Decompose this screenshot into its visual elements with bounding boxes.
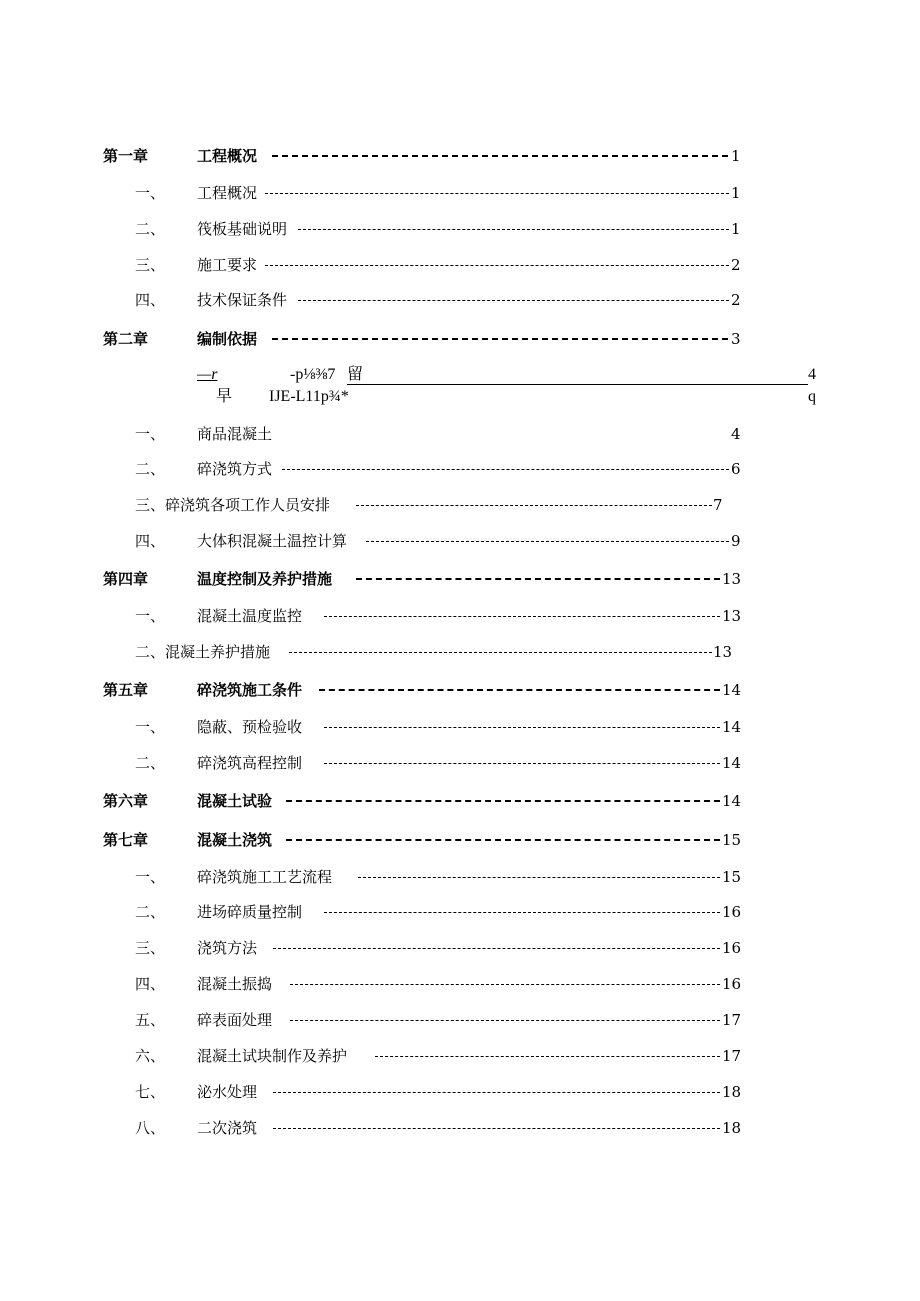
toc-entry-page: 14 [722,754,742,772]
toc-entry-number: 第一章 [103,147,149,165]
toc-leader [324,616,720,617]
toc-entry-number: 四、 [135,975,166,993]
toc-entry-page: 9 [731,532,741,550]
toc-leader [356,505,712,506]
toc-leader [290,1020,720,1021]
toc-entry-title: 二次浇筑 [197,1119,258,1137]
toc-entry-number: 一、 [135,184,166,202]
toc-entry-page: 3 [731,330,741,348]
toc-entry-number: 第六章 [103,792,149,810]
toc-leader [273,1092,720,1093]
toc-entry-title: 碎浇筑高程控制 [197,754,303,772]
toc-leader [298,229,729,230]
toc-leader [298,300,729,301]
toc-entry-number: 二、 [135,903,166,921]
toc-entry-title: 碎浇筑施工条件 [197,681,303,699]
toc-leader [324,912,720,913]
toc-entry-page: 15 [722,831,742,849]
toc-entry-number: 五、 [135,1011,166,1029]
toc-entry-number: 三、 [135,256,166,274]
toc-entry-page: 18 [722,1083,742,1101]
toc-entry-page: 2 [731,291,741,309]
toc-entry-title: 泌水处理 [197,1083,258,1101]
toc-entry-page: 17 [722,1011,742,1029]
toc-entry-title: 浇筑方法 [197,939,258,957]
toc-entry-title: 隐蔽、预检验收 [197,718,303,736]
toc-entry-page: 1 [731,147,741,165]
toc-entry-page: 6 [731,460,741,478]
toc-leader [265,265,729,266]
toc-entry-title: 混凝土振捣 [197,975,273,993]
toc-entry-number: 第二章 [103,330,149,348]
toc-entry-number: 一、 [135,607,166,625]
toc-entry-number: 一、 [135,718,166,736]
toc-entry-title: 工程概况 [197,184,258,202]
toc-entry-page: 14 [722,718,742,736]
toc-leader [273,1128,720,1129]
toc-entry-number: 三、 [135,939,166,957]
toc-entry-number: 六、 [135,1047,166,1065]
toc-entry-page: 1 [731,220,741,238]
toc-entry-number: 二、 [135,220,166,238]
toc-entry-number: 七、 [135,1083,166,1101]
toc-entry-page: 1 [731,184,741,202]
toc-entry-page: 16 [722,975,742,993]
garbled-page: q [808,388,816,405]
toc-entry-page: 17 [722,1047,742,1065]
toc-entry-title: 进场碎质量控制 [197,903,303,921]
toc-leader [282,469,729,470]
toc-leader [319,689,720,691]
garbled-text: 早 [216,388,233,405]
toc-leader [290,984,720,985]
toc-leader [272,155,728,157]
toc-entry-page: 16 [722,903,742,921]
toc-leader [273,948,720,949]
toc-entry-number: 四、 [135,291,166,309]
toc-entry-page: 18 [722,1119,742,1137]
toc-entry-title: 筏板基础说明 [197,220,288,238]
toc-entry-number: 二、 [135,460,166,478]
toc-entry-number: 四、 [135,532,166,550]
underline-rule [347,384,808,385]
toc-entry-title: 工程概况 [197,147,258,165]
toc-entry-page: 14 [722,792,742,810]
toc-leader [324,727,720,728]
toc-leader [375,1056,720,1057]
toc-entry-title: 施工要求 [197,256,258,274]
toc-entry-number: 八、 [135,1119,166,1137]
toc-entry-page: 4 [731,425,741,443]
toc-entry-title: 碎浇筑施工工艺流程 [197,868,333,886]
toc-entry-title: 混凝土浇筑 [197,831,273,849]
toc-entry-page: 2 [731,256,741,274]
toc-entry-title: 技术保证条件 [197,291,288,309]
toc-entry-title: 二、混凝土养护措施 [135,643,271,661]
toc-entry-number: 第七章 [103,831,149,849]
toc-leader [272,338,728,340]
toc-entry-title: 编制依据 [197,330,258,348]
toc-entry-title: 三、碎浇筑各项工作人员安排 [135,496,331,514]
garbled-text: -p⅛⅜7 [290,366,336,383]
toc-entry-page: 13 [722,570,742,588]
toc-leader [356,578,720,580]
toc-entry-title: 混凝土试验 [197,792,273,810]
toc-entry-page: 14 [722,681,742,699]
toc-leader [265,193,729,194]
toc-entry-title: 大体积混凝土温控计算 [197,532,348,550]
toc-entry-title: 温度控制及养护措施 [197,570,333,588]
toc-leader [286,800,720,802]
toc-entry-page: 13 [722,607,742,625]
garbled-page: 4 [808,366,816,383]
toc-leader [289,652,712,653]
toc-entry-title: 混凝土试块制作及养护 [197,1047,348,1065]
toc-leader [366,541,729,542]
toc-entry-number: 二、 [135,754,166,772]
garbled-text: IJE-L11p¾* [269,388,349,405]
garbled-text: —r [197,366,218,383]
toc-entry-page: 15 [722,868,742,886]
toc-entry-title: 商品混凝土 [197,425,273,443]
garbled-text: 留 [347,366,364,383]
toc-entry-title: 碎表面处理 [197,1011,273,1029]
toc-entry-page: 13 [713,643,733,661]
toc-leader [324,763,720,764]
toc-entry-title: 混凝土温度监控 [197,607,303,625]
toc-entry-title: 碎浇筑方式 [197,460,273,478]
toc-entry-number: 第四章 [103,570,149,588]
toc-entry-number: 一、 [135,868,166,886]
toc-entry-page: 16 [722,939,742,957]
toc-entry-page: 7 [713,496,723,514]
toc-entry-number: 一、 [135,425,166,443]
toc-leader [358,877,720,878]
toc-entry-number: 第五章 [103,681,149,699]
toc-leader [286,839,720,841]
